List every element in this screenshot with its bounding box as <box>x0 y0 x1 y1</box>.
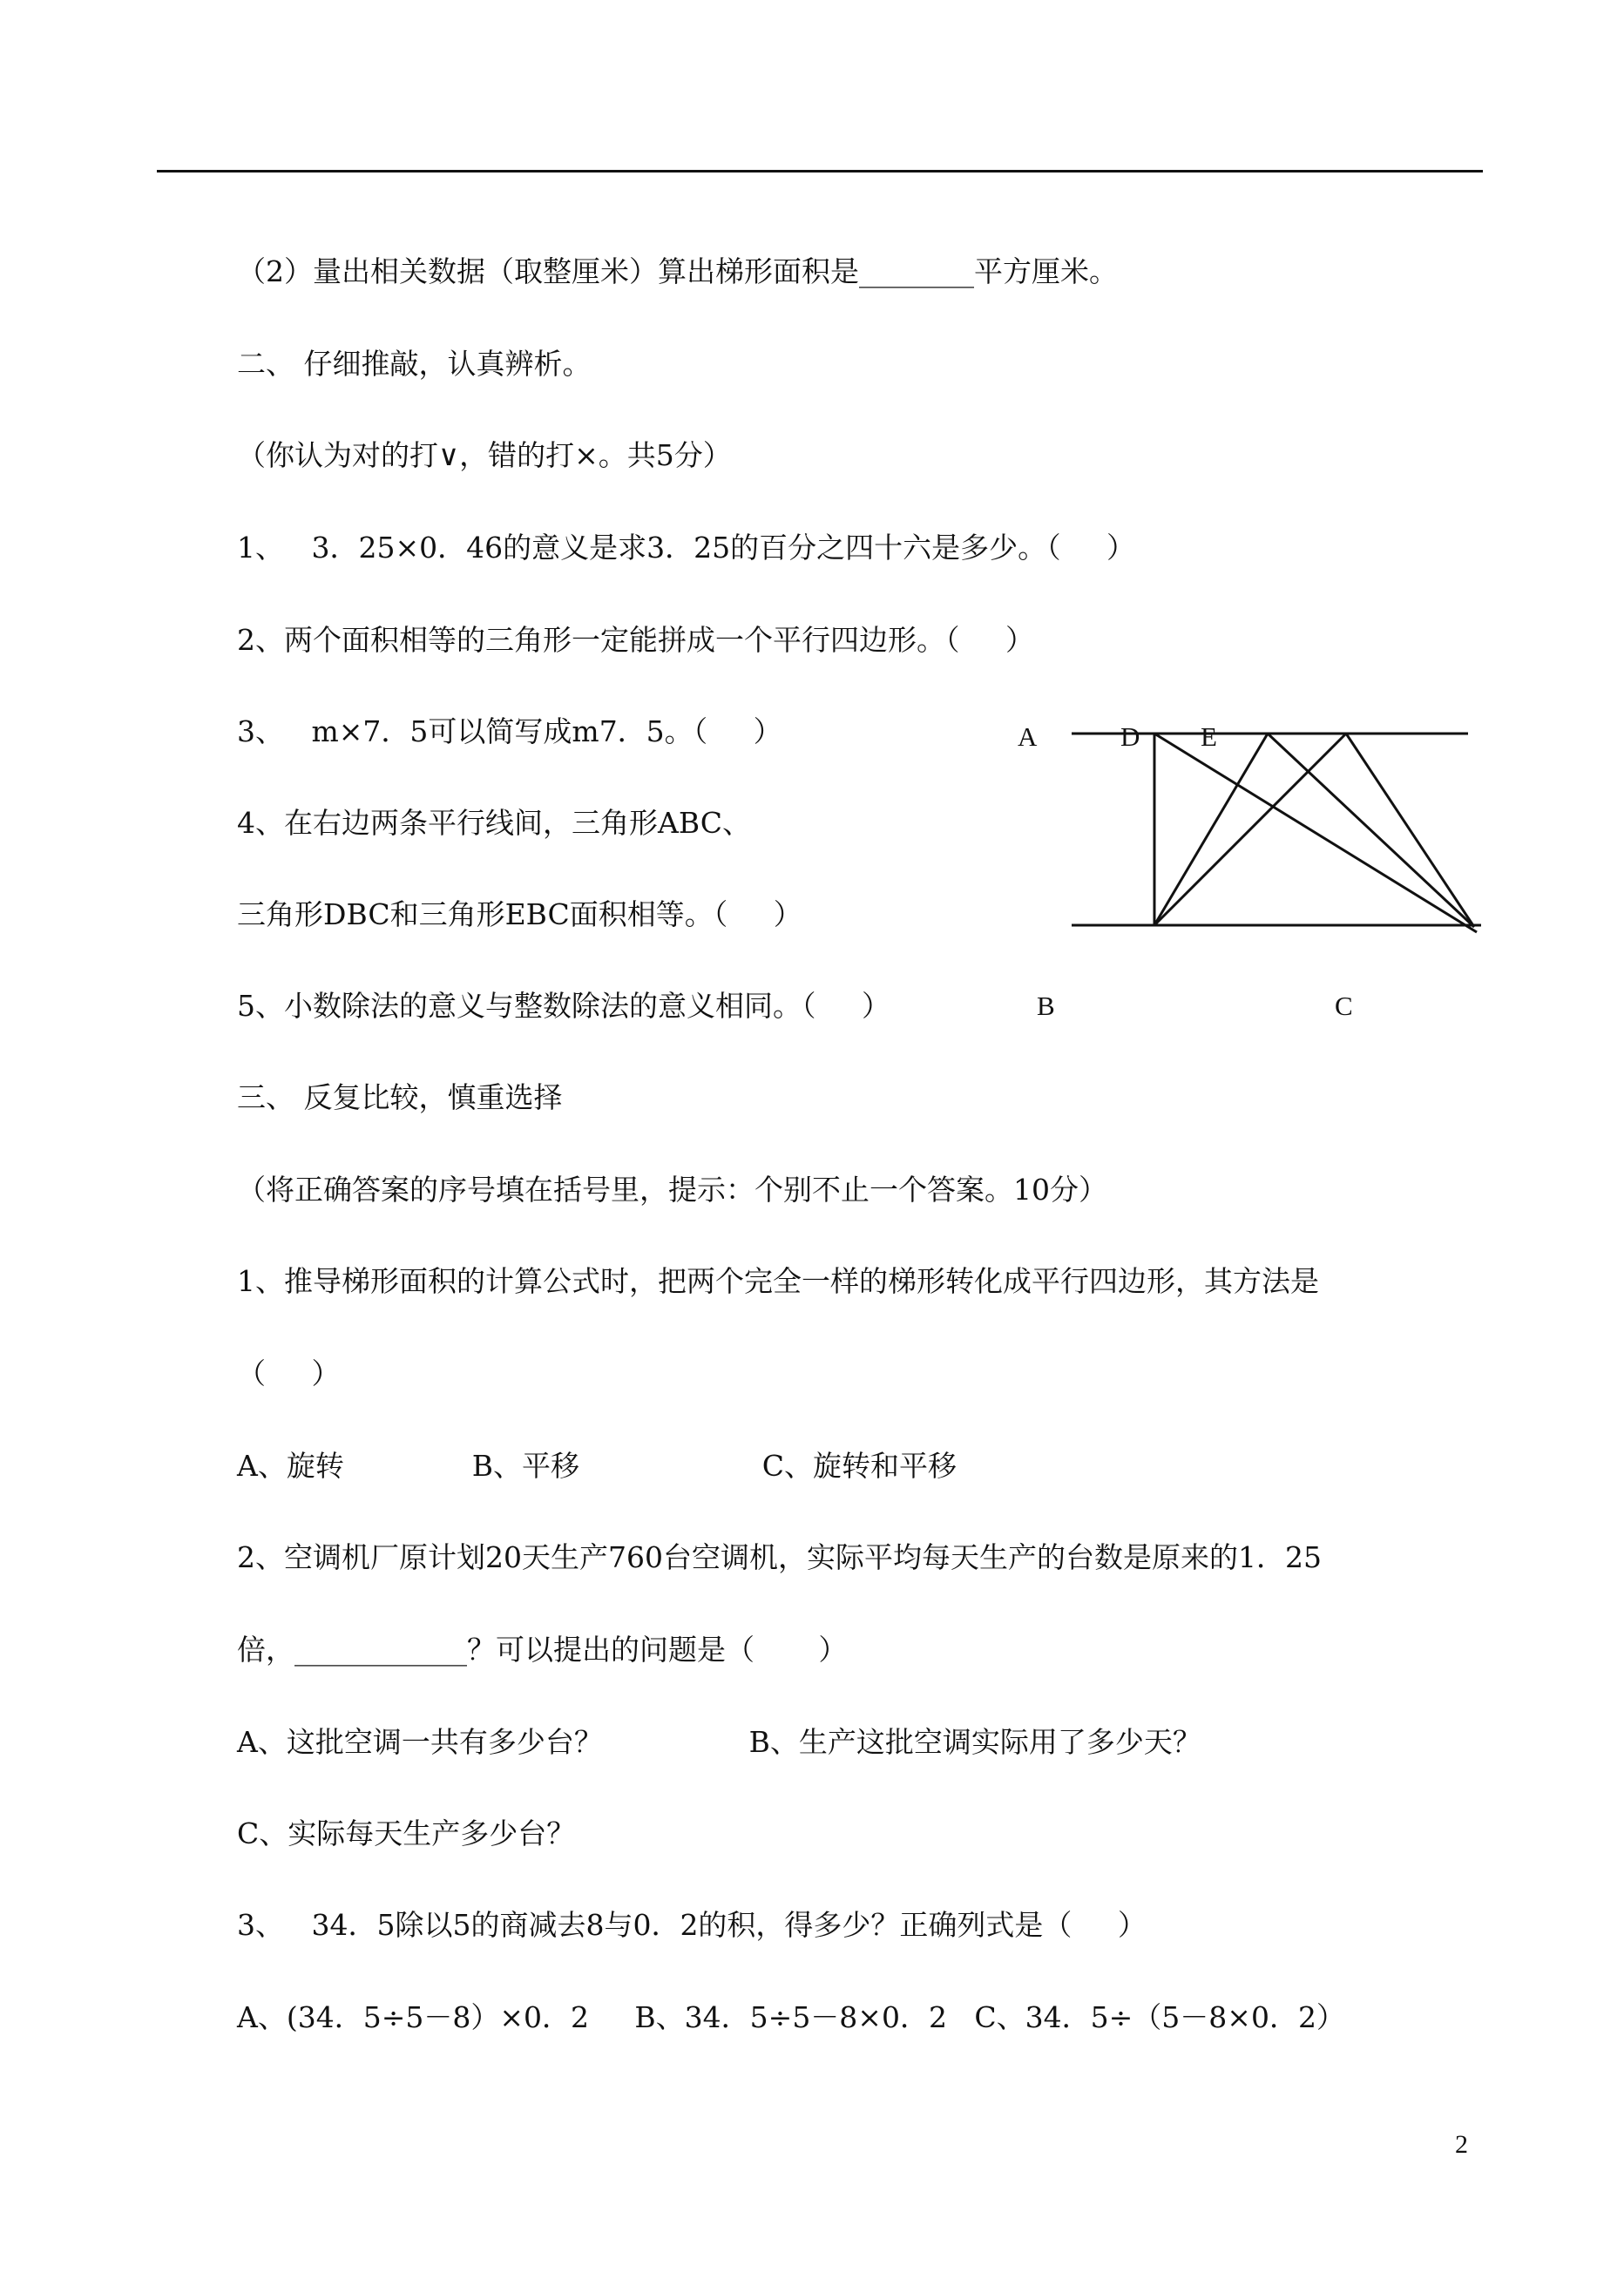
choice-item-1-blank: （ ） <box>237 1356 341 1390</box>
section-2-heading: 二、 仔细推敲，认真辨析。 <box>237 347 592 381</box>
judge-item-3: 3、 m×7．5可以简写成m7．5。（ ） <box>237 714 782 748</box>
judge-item-4-line-1: 4、在右边两条平行线间，三角形ABC、 <box>237 806 751 840</box>
segment-dc <box>1268 734 1474 927</box>
point-d-label: D <box>1120 721 1140 752</box>
choice-item-2-options-ab: A、这批空调一共有多少台？ B、生产这批空调实际用了多少天？ <box>237 1725 1201 1759</box>
judge-item-2: 2、两个面积相等的三角形一定能拼成一个平行四边形。（ ） <box>237 623 1034 657</box>
judge-item-5: 5、小数除法的意义与整数除法的意义相同。（ ） <box>237 989 890 1023</box>
judge-item-1: 1、 3．25×0．46的意义是求3．25的百分之四十六是多少。（ ） <box>237 531 1136 565</box>
point-a-label: A <box>1018 721 1038 752</box>
choice-item-2-question-line-1: 2、空调机厂原计划20天生产760台空调机，实际平均每天生产的台数是原来的1．25 <box>237 1540 1322 1574</box>
choice-item-3-options: A、(34．5÷5－8）×0．2 B、34．5÷5－8×0．2 C、34．5÷（5－8×0．2） <box>237 2000 1345 2034</box>
segment-ec <box>1346 734 1474 927</box>
choice-item-2-question-line-2: 倍，____________？可以提出的问题是（ ） <box>237 1633 848 1667</box>
header-rule <box>157 170 1483 172</box>
choice-item-2-option-c: C、实际每天生产多少台？ <box>237 1816 576 1850</box>
point-e-label: E <box>1201 721 1217 752</box>
choice-item-1-options: A、旋转 B、平移 C、旋转和平移 <box>237 1449 957 1483</box>
section-2-instructions: （你认为对的打∨，错的打×。共5分） <box>237 438 732 472</box>
parallel-lines-triangles-diagram <box>1072 723 1525 950</box>
point-b-label: B <box>1037 991 1055 1021</box>
section-3-heading: 三、 反复比较，慎重选择 <box>237 1080 563 1114</box>
choice-item-1-question: 1、推导梯形面积的计算公式时，把两个完全一样的梯形转化成平行四边形，其方法是 <box>237 1264 1319 1298</box>
page-number: 2 <box>1455 2130 1468 2159</box>
section-3-instructions: （将正确答案的序号填在括号里，提示：个别不止一个答案。10分） <box>237 1173 1107 1207</box>
choice-item-3-question: 3、 34．5除以5的商减去8与0．2的积，得多少？正确列式是（ ） <box>237 1908 1147 1942</box>
question-1-2-trapezoid-area: （2）量出相关数据（取整厘米）算出梯形面积是________平方厘米。 <box>237 254 1118 288</box>
point-c-label: C <box>1335 991 1353 1021</box>
judge-item-4-line-2: 三角形DBC和三角形EBC面积相等。（ ） <box>237 897 802 931</box>
